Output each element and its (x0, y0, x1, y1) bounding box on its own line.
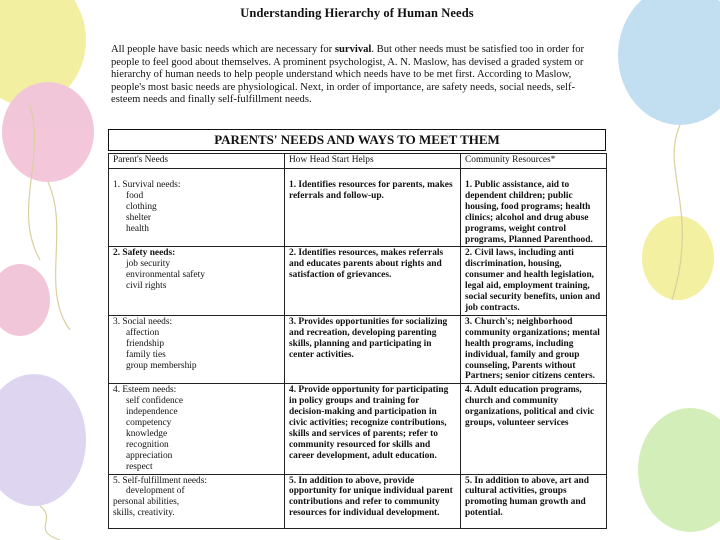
help-cell (285, 169, 461, 247)
resource-text: 4. Adult education programs, church and community organizations, political and civic groups, volunteer services (465, 385, 595, 429)
need-item: health (126, 223, 149, 234)
column-header: Community Resources* (461, 154, 607, 169)
intro-text: All people have basic needs which are necessary for (111, 44, 335, 55)
need-item: clothing (126, 201, 157, 212)
need-item: food (126, 190, 144, 201)
need-item: self confidence (126, 396, 184, 407)
resource-cell (461, 247, 607, 315)
need-cell (109, 384, 285, 474)
need-cell (109, 315, 285, 383)
need-title: 5. Self-fulfillment needs: (113, 475, 207, 486)
document-page (108, 2, 606, 519)
need-item: development of (126, 486, 185, 497)
need-cell (109, 247, 285, 315)
need-item: respect (126, 461, 153, 472)
pink-balloon-small (0, 264, 50, 336)
cell-spacer (289, 170, 456, 180)
cell-spacer (113, 170, 280, 180)
balloon-string (40, 506, 60, 540)
lilac-balloon (0, 374, 86, 506)
need-item: civil rights (126, 281, 167, 292)
need-title: 3. Social needs: (113, 316, 173, 327)
resource-text: 2. Civil laws, including anti discrimination, housing, consumer and health legislation, legal aid, employment training, social security benefits, union and job contracts. (465, 248, 601, 313)
table-header-row (109, 154, 607, 169)
pink-balloon (2, 82, 94, 182)
need-title: 2. Safety needs: (113, 248, 176, 259)
need-item: shelter (126, 212, 151, 223)
resource-cell (461, 384, 607, 474)
need-item: job security (126, 259, 171, 270)
need-item: skills, creativity. (113, 508, 175, 519)
need-item: competency (126, 418, 172, 429)
intro-bold-survival: survival (334, 44, 372, 55)
help-text: 5. In addition to above, provide opportunity for unique individual parent contributions and refer to community resources for individual development. (289, 475, 453, 519)
need-title: 1. Survival needs: (113, 180, 181, 190)
help-cell (285, 474, 461, 528)
blue-balloon (618, 0, 720, 125)
table-row (109, 384, 607, 474)
need-item: independence (126, 407, 178, 418)
table-title: PARENTS' NEEDS AND WAYS TO MEET THEM (108, 129, 606, 151)
help-text: 3. Provides opportunities for socializing and recreation, developing parenting skills, planning and participating in center activities. (289, 316, 448, 360)
need-item: affection (126, 327, 160, 338)
need-item: family ties (126, 349, 166, 360)
help-text: 4. Provide opportunity for participating in policy groups and training for decision-making and participation in civic activities; recognize contributions, skills and services of parents; refer to community resourced for skills and career development, adult education. (289, 385, 449, 461)
need-item: recognition (126, 439, 169, 450)
document-title: Understanding Hierarchy of Human Needs (240, 6, 474, 20)
resource-cell (461, 315, 607, 383)
need-item: knowledge (126, 428, 168, 439)
cell-spacer (465, 170, 602, 180)
need-item: personal abilities, (113, 497, 180, 508)
need-item: appreciation (126, 450, 173, 461)
help-text: 1. Identifies resources for parents, makes referrals and follow-up. (289, 180, 453, 201)
need-cell (109, 474, 285, 528)
intro-text: . But other needs must be satisfied too in order for people to feel good about themselves. A prominent psychologist, A. N. Maslow, has devised a graded system or hierarchy of human needs to help people understand which needs have to be met first. According to Maslow, people's most basic needs are physiological. Next, in order of importance, are safety needs, social needs, self-esteem needs and finally self-fulfillment needs. (111, 44, 585, 106)
resource-cell (461, 474, 607, 528)
green-balloon (638, 408, 720, 532)
help-cell (285, 247, 461, 315)
resource-cell (461, 169, 607, 247)
yellow-balloon-small (642, 216, 714, 300)
help-text: 2. Identifies resources, makes referrals and educates parents about rights and satisfaction of grievances. (289, 248, 444, 281)
balloon-string (48, 182, 70, 330)
help-cell (285, 315, 461, 383)
need-item: friendship (126, 338, 165, 349)
column-header: How Head Start Helps (285, 154, 461, 169)
table-row (109, 474, 607, 528)
help-cell (285, 384, 461, 474)
need-item: group membership (126, 360, 197, 371)
needs-table (108, 153, 607, 529)
need-title: 4. Esteem needs: (113, 385, 177, 396)
resource-text: 1. Public assistance, aid to dependent children; public housing, food programs; health clinics; alcohol and drug abuse programs, weight control programs, Planned Parenthood. (465, 180, 593, 245)
table-row (109, 169, 607, 247)
need-item: environmental safety (126, 270, 205, 281)
table-row (109, 247, 607, 315)
table-row (109, 315, 607, 383)
need-cell (109, 169, 285, 247)
column-header: Parent's Needs (109, 154, 285, 169)
intro-paragraph (111, 44, 601, 107)
resource-text: 3. Church's; neighborhood community organizations; mental health programs, including individual, family and group counseling, Parents without Partners; senior citizens centers. (465, 316, 600, 382)
resource-text: 5. In addition to above, art and cultural activities, groups promoting human growth and potential. (465, 475, 589, 519)
